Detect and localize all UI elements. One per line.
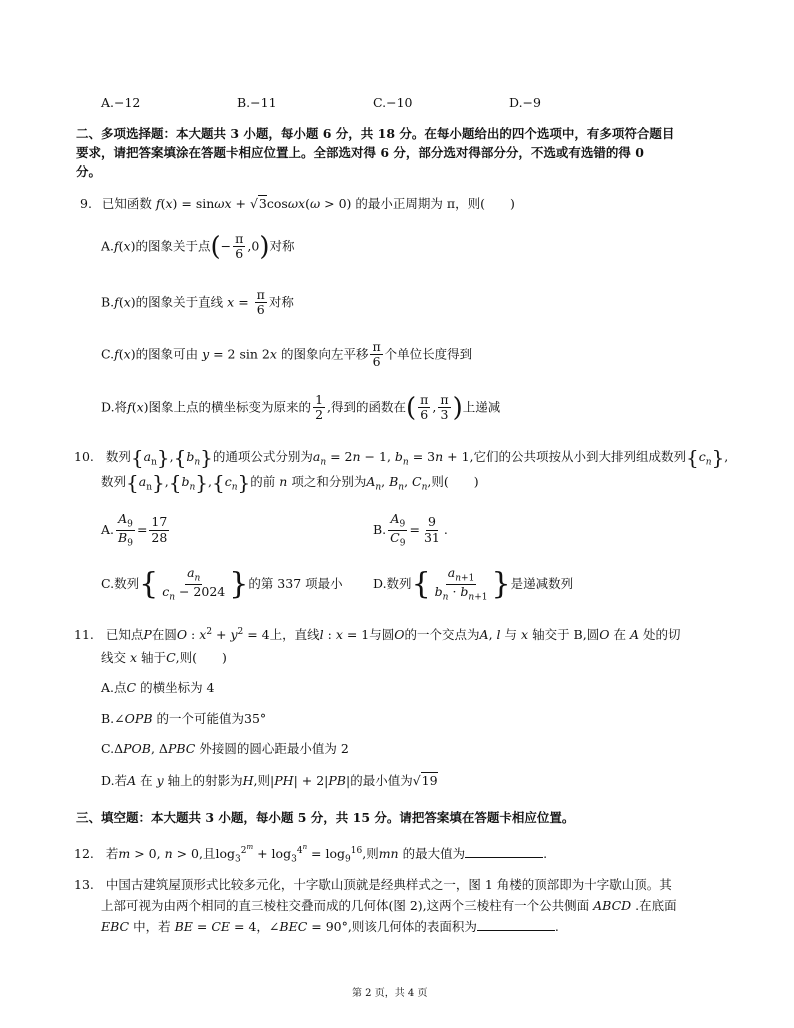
q11-line1-i: 处的切 <box>642 627 681 642</box>
q9-b-post: 对称 <box>268 294 294 310</box>
q13-line2-post: .在底面 <box>635 898 677 913</box>
q13-end: . <box>554 919 559 934</box>
q13-line3-mid: ， <box>256 919 269 934</box>
q11-line2: 线交 x 轴于C,则( ) <box>101 650 227 665</box>
q11-line1: 11. 已知点P在圆O : $x^2 + y^2 = 4$上，直线l : x = 1与圆O的一个交点为A, l 与 x 轴交于 B,圆O 在 A 处的切 <box>74 626 681 642</box>
q12-post: ,则 <box>362 846 379 862</box>
q10-c-post: 的第 337 项最小 <box>248 575 343 591</box>
q13-line3-pre: 中，若 <box>133 919 171 934</box>
q10-d-label: D.数列 <box>373 575 412 591</box>
q12-post2: 的最大值为 <box>402 846 466 862</box>
q13-number: 13. <box>74 877 94 892</box>
q11-b-label: B. <box>101 711 115 726</box>
q9-c-label: C. <box>101 346 115 362</box>
q11-line1-c: 上，直线 <box>269 627 320 642</box>
q10-line1-pre: 数列 <box>105 449 131 464</box>
q11-b-mid: 的一个可能值为 <box>156 711 245 726</box>
section3-header: 三、填空题：本大题共 3 小题，每小题 5 分，共 15 分。请把答案填在答题卡相应位置。 <box>76 810 575 825</box>
q9-stem-post: 的最小正周期为 π，则( ) <box>355 196 515 211</box>
q9-b-label: B. <box>101 294 115 310</box>
q10-option-d: D.数列{ $\frac{a_{n+1}}{b_n \cdot b_{n+1}}$ }是递减数列 <box>373 565 574 603</box>
q12-pre: 若 <box>105 846 119 862</box>
q10-b-label: B. <box>373 521 387 537</box>
q11-line1-d: 与圆 <box>369 627 395 642</box>
page-footer: 第 2 页，共 4 页 <box>352 988 428 999</box>
q9-number: 9. <box>80 196 92 211</box>
q12-number: 12. <box>74 846 94 862</box>
q10-d-post: 是递减数列 <box>510 575 574 591</box>
q11-line1-b: 在圆 <box>151 627 177 642</box>
q9-stem <box>80 194 515 212</box>
q9-option-d: D.将f(x)图象上点的横坐标变为原来的 $\frac{1}{2}$ ,得到的函数在( $\frac{\pi}{6}$ , $\frac{\pi}{3}$ )上递减 <box>101 392 501 423</box>
q10-line2-post: ,则( ) <box>427 474 479 489</box>
q11-c-post: 外接圆的圆心距最小值为 2 <box>199 741 349 756</box>
q10-line1-mid: 的通项公式分别为 <box>212 449 313 464</box>
q9-d-text2: ,得到的函数在 <box>327 399 406 415</box>
q8-option-d: D.−9 <box>509 95 541 110</box>
q13-line3: EBC 中，若 BE = CE = 4，∠BEC = 90°,则该几何体的表面积为 . <box>101 919 559 934</box>
q11-option-a: A.点C 的横坐标为 4 <box>101 680 215 695</box>
q11-line2-b: 轴于 <box>141 650 167 665</box>
section2-line2: 要求，请把答案填涂在答题卡相应位置上。全部选对得 6 分，部分选对得部分分，不选或有选错的得 0 <box>76 145 644 160</box>
q11-option-b: B.∠OPB 的一个可能值为35° <box>101 711 267 726</box>
q10-line2-mid2: 项之和分别为 <box>291 474 367 489</box>
q9-d-post: 上递减 <box>462 399 501 415</box>
q9-a-label: A. <box>101 238 115 254</box>
q8-option-c: C.−10 <box>373 95 413 110</box>
q11-d-mid: 在 <box>140 773 153 788</box>
q9-b-text: 的图象关于直线 <box>135 294 224 310</box>
q11-d-post: 的最小值为 <box>350 773 413 788</box>
q10-line2-mid: 的前 <box>250 474 276 489</box>
q11-line1-g: 轴交于 B,圆 <box>532 627 600 642</box>
q10-c-label: C.数列 <box>101 575 140 591</box>
q11-line1-a: 已知点 <box>105 627 144 642</box>
q10-line2-pre: 数列 <box>101 474 127 489</box>
q11-a-label: A.点 <box>101 680 127 695</box>
q13-line1-text: 中国古建筑屋顶形式比较多元化，十字歇山顶就是经典样式之一，图 1 角楼的顶部即为十字歇山顶。其 <box>105 877 672 892</box>
q13-line2: 上部可视为由两个相同的直三棱柱交叠而成的几何体(图 2),这两个三棱柱有一个公共侧面 ABCD .在底面 <box>101 898 677 913</box>
q10-line2: 数列$\{a_n\},\{b_n\},\{c_n\}$的前 n 项之和分别为$A_n$, $B_n$, $C_n$,则( ) <box>101 470 479 495</box>
q9-c-text: 的图象可由 <box>135 346 199 362</box>
section2-line1: 二、多项选择题：本大题共 3 小题，每小题 6 分，共 18 分。在每小题给出的四个选项中，有多项符合题目 <box>76 126 675 141</box>
q9-d-text: 图象上点的横坐标变为原来的 <box>148 399 312 415</box>
q11-d-mid2: 轴上的射影为 <box>167 773 243 788</box>
q9-d-label: D.将 <box>101 399 128 415</box>
q11-line1-f: 与 <box>504 627 518 642</box>
q9-option-a: A.f(x)的图象关于点(− $\frac{\pi}{6}$ ,0)对称 <box>101 231 295 262</box>
q9-c-post: 个单位长度得到 <box>384 346 473 362</box>
q13-line2-pre: 上部可视为由两个相同的直三棱柱交叠而成的几何体(图 2),这两个三棱柱有一个公共侧面 <box>101 898 590 913</box>
q13-line3-post: ,则该几何体的表面积为 <box>347 919 477 934</box>
q10-number: 10. <box>74 449 94 464</box>
q11-d-mid3: ,则 <box>253 773 271 788</box>
q11-a-post: 的横坐标为 4 <box>140 680 215 695</box>
q11-line1-e: 的一个交点为 <box>404 627 480 642</box>
q13-answer-blank[interactable] <box>477 920 555 931</box>
q9-stem-pre: 已知函数 <box>101 196 152 211</box>
q9-a-text: 的图象关于点 <box>135 238 211 254</box>
q10-a-label: A. <box>101 521 115 537</box>
q11-line2-a: 线交 <box>101 650 127 665</box>
q9-option-b: B.f(x)的图象关于直线 x = $\frac{\pi}{6}$ 对称 <box>101 287 294 318</box>
q12-end: . <box>543 846 548 862</box>
q10-option-b: B. $\frac{A_9}{C_9}$ = $\frac{9}{31}$ . <box>373 511 448 549</box>
q8-option-a: A.−12 <box>101 95 141 110</box>
section2-line3: 分。 <box>76 164 102 179</box>
q11-c-label: C. <box>101 741 115 756</box>
q9-a-post: 对称 <box>269 238 295 254</box>
q10-option-c: C.数列{ $\frac{a_n}{c_n - 2024}$ }的第 337 项最小 <box>101 565 343 603</box>
q9-c-text2: 的图象向左平移 <box>280 346 369 362</box>
q11-option-c: C.ΔPOB, ΔPBC 外接圆的圆心距最小值为 2 <box>101 741 349 756</box>
q13-line1 <box>74 875 672 893</box>
q11-number: 11. <box>74 627 94 642</box>
q10-option-a: A. $\frac{A_9}{B_9}$ = $\frac{17}{28}$ <box>101 511 168 549</box>
q10-line1-post: ,它们的公共项按从小到大排列组成数列 <box>469 449 687 464</box>
q9-function: f(x) = sinωx + √3cosωx(ω > 0) <box>155 196 352 211</box>
q12-answer-blank[interactable] <box>465 847 543 858</box>
q11-option-d: D.若A 在 y 轴上的射影为H,则|PH| + 2|PB|的最小值为√19 <box>101 773 438 788</box>
q10-line1: 10. 数列$\{a_n\},\{b_n\}$的通项公式分别为$a_n = 2n - 1$, $b_n = 3n + 1$,它们的公共项按从小到大排列组成数列$\{c_n\}$, <box>74 445 729 470</box>
q8-option-b: B.−11 <box>237 95 277 110</box>
q12: 12. 若m > 0, n > 0,且$\log_3^{2^m} + \log_3^{4^n} = \log_9^{16}$,则mn 的最大值为 . <box>74 843 548 865</box>
q11-line2-c: ,则( ) <box>175 650 227 665</box>
q11-line1-h: 在 <box>613 627 626 642</box>
q11-d-label: D.若 <box>101 773 128 788</box>
q12-mid: ,且 <box>199 846 216 862</box>
q9-option-c: C.f(x)的图象可由 y = 2 sin 2x 的图象向左平移 $\frac{\pi}{6}$ 个单位长度得到 <box>101 339 473 370</box>
